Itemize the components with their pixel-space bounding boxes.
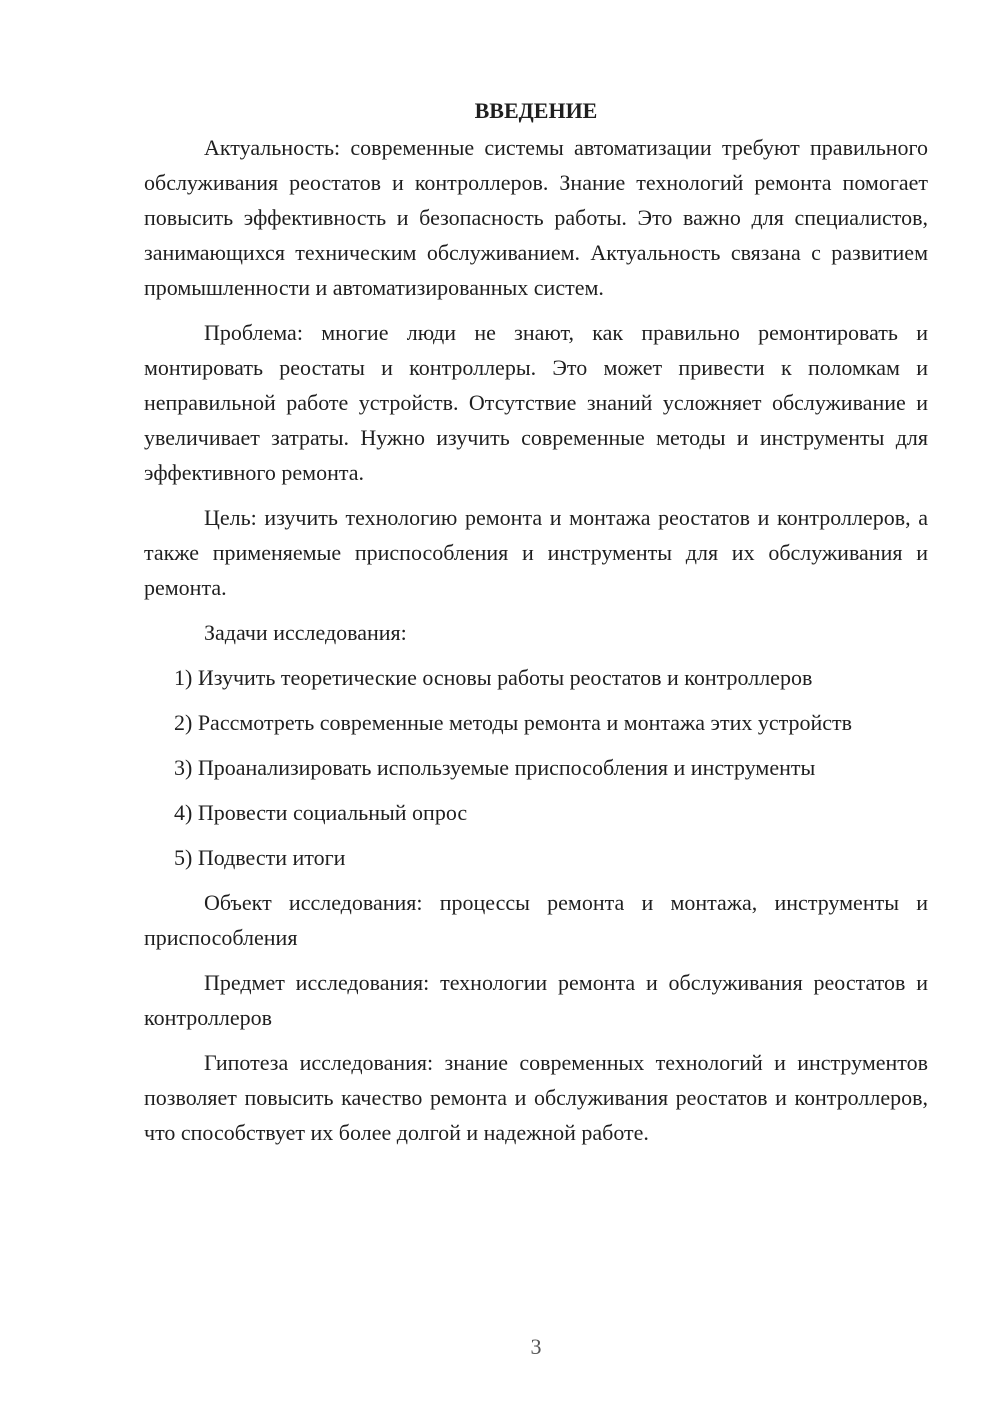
page-content [144, 96, 928, 1160]
section-heading: ВВЕДЕНИЕ [474, 98, 598, 123]
hypothesis-paragraph: Гипотеза исследования: знание современных технологий и инструментов позволяет повысить качество ремонта и обслуживания реостатов и контроллеров, что способствует их более долгой и надежной работе. [144, 1050, 928, 1145]
task-item: 3) Проанализировать используемые приспособления и инструменты [174, 755, 816, 780]
page-number: 3 [530, 1334, 542, 1359]
subject-paragraph: Предмет исследования: технологии ремонта и обслуживания реостатов и контроллеров [144, 970, 928, 1030]
task-item: 5) Подвести итоги [174, 845, 346, 870]
problem-paragraph: Проблема: многие люди не знают, как правильно ремонтировать и монтировать реостаты и контроллеры. Это может привести к поломкам и неправильной работе устройств. Отсутствие знаний усложняет обслуживание и увеличивает затраты. Нужно изучить современные методы и инструменты для эффективного ремонта. [144, 320, 928, 485]
task-item: 1) Изучить теоретические основы работы реостатов и контроллеров [174, 665, 813, 690]
task-item: 2) Рассмотреть современные методы ремонта и монтажа этих устройств [174, 710, 853, 735]
goal-paragraph: Цель: изучить технологию ремонта и монтажа реостатов и контроллеров, а также применяемые приспособления и инструменты для их обслуживания и ремонта. [144, 505, 928, 600]
object-paragraph: Объект исследования: процессы ремонта и монтажа, инструменты и приспособления [144, 890, 928, 950]
tasks-heading: Задачи исследования: [204, 620, 407, 645]
task-item: 4) Провести социальный опрос [174, 800, 468, 825]
relevance-paragraph: Актуальность: современные системы автоматизации требуют правильного обслуживания реостатов и контроллеров. Знание технологий ремонта помогает повысить эффективность и безопасность работы. Это важно для специалистов, занимающихся техническим обслуживанием. Актуальность связана с развитием промышленности и автоматизированных систем. [144, 135, 928, 300]
tasks-list [144, 660, 928, 875]
